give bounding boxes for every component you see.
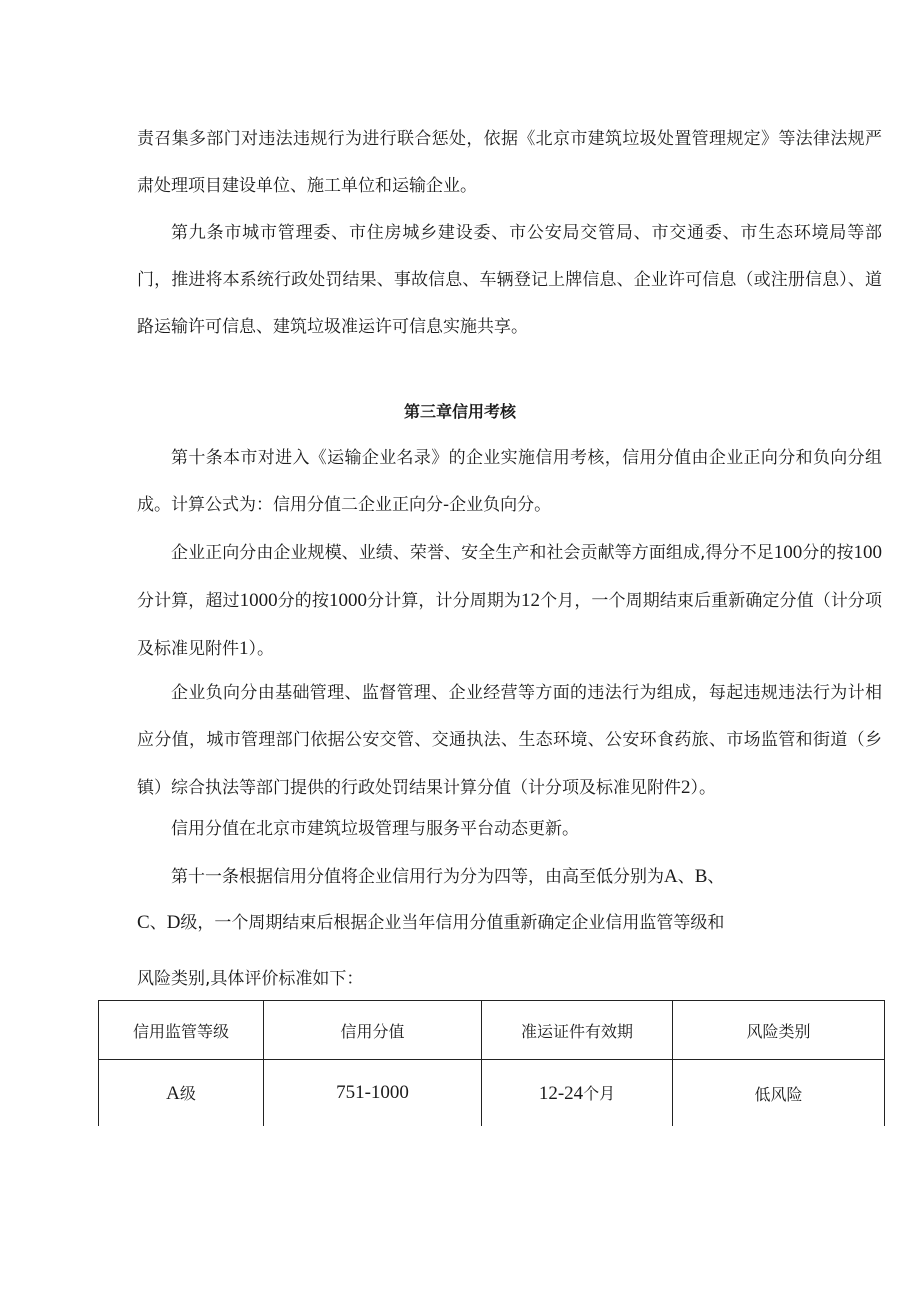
cell-validity-num: 12-24 xyxy=(538,1083,584,1104)
article-11-sep-3: 、 xyxy=(149,913,167,933)
article-9 xyxy=(137,210,882,351)
cell-score xyxy=(264,1060,482,1127)
article-11-sep-1: 、 xyxy=(677,867,695,887)
positive-score-text-a: 企业正向分由企业规模、业绩、荣誉、安全生产和社会贡献等方面组成,得分不足 xyxy=(171,543,774,563)
positive-score-text-b: 分的按 xyxy=(802,543,854,563)
positive-score-num-1: 100 xyxy=(773,542,803,563)
positive-score-text-d: 分的按 xyxy=(277,591,330,611)
article-10 xyxy=(137,435,882,529)
article-11-text-a: 第十一条根据信用分值将企业信用行为分为四等，由高至低分别为 xyxy=(171,867,664,887)
negative-score-paragraph xyxy=(137,670,882,812)
positive-score-text-g: ）。 xyxy=(248,639,274,659)
cell-grade-letter: A xyxy=(166,1083,180,1104)
grade-b-letter: B xyxy=(694,866,708,887)
grade-c-letter: C xyxy=(137,912,150,933)
cell-grade-suffix: 级 xyxy=(179,1084,196,1103)
article-11-sep-2: 、 xyxy=(707,867,725,887)
paragraph-penalty xyxy=(137,116,882,210)
negative-score-num-1: 2 xyxy=(681,777,691,798)
cell-validity-unit: 个月 xyxy=(583,1084,616,1103)
header-credit-score: 信用分值 xyxy=(264,1001,482,1060)
platform-update-paragraph xyxy=(137,806,882,853)
credit-grade-table xyxy=(98,1000,885,1126)
paragraph-penalty-text: 责召集多部门对违法违规行为进行联合惩处，依据《北京市建筑垃圾处置管理规定》等法律法规严肃处理项目建设单位、施工单位和运输企业。 xyxy=(137,129,882,196)
positive-score-text-e: 分计算，计分周期为 xyxy=(367,591,522,611)
negative-score-text-b: ）。 xyxy=(690,778,716,798)
positive-score-num-6: 1 xyxy=(239,638,249,659)
positive-score-text-c: 分计算，超过 xyxy=(137,591,240,611)
header-credit-grade: 信用监管等级 xyxy=(99,1001,264,1060)
article-10-text: 第十条本市对进入《运输企业名录》的企业实施信用考核，信用分值由企业正向分和负向分组成。计算公式为：信用分值二企业正向分-企业负向分。 xyxy=(137,448,882,515)
article-9-text: 第九条市城市管理委、市住房城乡建设委、市公安局交管局、市交通委、市生态环境局等部门，推进将本系统行政处罚结果、事故信息、车辆登记上牌信息、企业许可信息（或注册信息）、道路运输许可信息、建筑垃圾准运许可信息实施共享。 xyxy=(137,223,882,337)
article-11-line-3 xyxy=(137,956,882,1003)
positive-score-num-4: 1000 xyxy=(329,590,368,611)
grade-a-letter: A xyxy=(664,866,678,887)
positive-score-text-f: 个月，一个周期结束后重新确定分值（计分项及标准见附件 xyxy=(137,591,883,659)
article-11-text-b: 级，一个周期结束后根据企业当年信用分值重新确定企业信用监管等级和 xyxy=(180,913,725,933)
table-row xyxy=(99,1060,885,1127)
article-11-line-1 xyxy=(137,853,882,901)
header-permit-validity: 准运证件有效期 xyxy=(482,1001,673,1060)
positive-score-num-2: 100 xyxy=(853,542,883,563)
grade-d-letter: D xyxy=(166,912,181,933)
cell-risk: 低风险 xyxy=(673,1060,885,1127)
article-11-text-c: 风险类别,具体评价标准如下： xyxy=(137,969,364,989)
positive-score-paragraph xyxy=(137,529,882,673)
cell-score-value: 751-1000 xyxy=(336,1082,409,1103)
chapter-heading: 第三章信用考核 xyxy=(403,402,516,421)
article-11-line-2 xyxy=(137,899,882,947)
platform-update-text: 信用分值在北京市建筑垃圾管理与服务平台动态更新。 xyxy=(171,819,579,839)
table-header-row xyxy=(99,1001,885,1060)
cell-validity xyxy=(482,1060,673,1127)
cell-grade xyxy=(99,1060,264,1127)
positive-score-num-5: 12 xyxy=(521,590,541,611)
header-risk-category: 风险类别 xyxy=(673,1001,885,1060)
positive-score-num-3: 1000 xyxy=(239,590,278,611)
negative-score-text-a: 企业负向分由基础管理、监督管理、企业经营等方面的违法行为组成，每起违规违法行为计相应分值，城市管理部门依据公安交管、交通执法、生态环境、公安环食药旅、市场监管和街道（乡镇）综合执法等部门提供的行政处罚结果计算分值（计分项及标准见附件 xyxy=(137,683,882,798)
